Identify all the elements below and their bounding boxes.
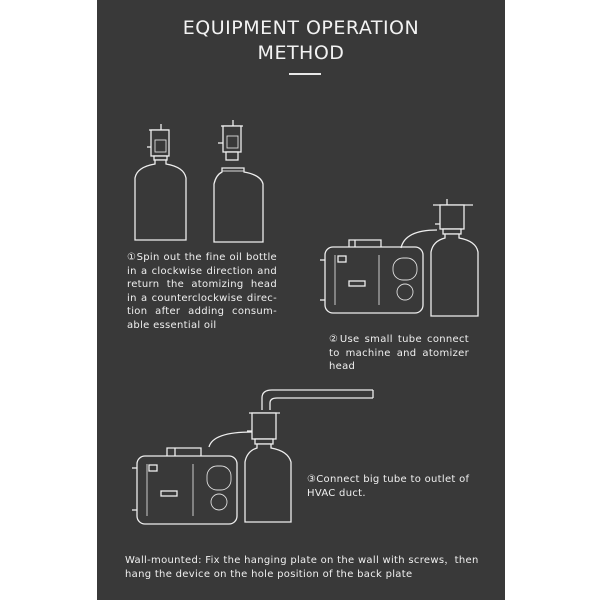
bottle-with-atomizer-head-icon [135,124,186,240]
bottle-head-separated-icon [214,120,263,242]
wall-mount-note: Wall-mounted: Fix the hanging plate on the wall with screws，then hang the device on the hole position of the back plate [125,555,479,580]
page-title-line2: METHOD [257,42,345,64]
step-1-text: ①Spin out the fine oil bottle in a clockwise direction and return the atomizing head in a counterclockwise direc- tion after adding consum- able essential oil [127,252,277,331]
step-3-text: ③Connect big tube to outlet of HVAC duct. [307,474,470,499]
diffuser-machine-big-tube-icon [132,390,373,524]
page-title-line1: EQUIPMENT OPERATION [182,17,420,39]
instruction-panel [97,0,505,600]
diffuser-machine-small-tube-icon [320,199,478,316]
step-2-text: ②Use small tube connect to machine and atomizer head [329,334,469,372]
